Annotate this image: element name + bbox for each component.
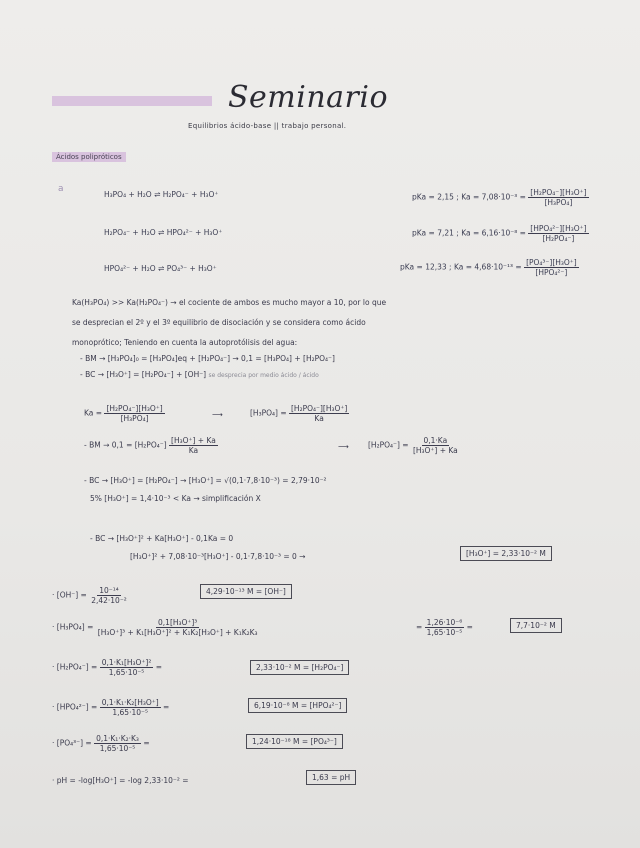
equilibrium-2 <box>104 228 222 237</box>
po4-calc: · [PO₄³⁻] = $\frac{\text{0,1·K₁·K₂·K₃}}{\text{1,65·10⁻⁵}}$ = <box>52 734 150 753</box>
equilibrium-ratio: $\frac{\text{[H₂PO₄⁻][H₃O⁺]}}{\text{[H₃PO₄]}}$ <box>530 188 587 207</box>
equilibrium-1 <box>104 190 218 199</box>
page-subtitle: Equilibrios ácido-base || trabajo personal. <box>188 122 347 130</box>
title-highlight <box>52 96 212 106</box>
bc-substitution: - BC → [H₃O⁺] = [H₂PO₄⁻] → [H₃O⁺] = √(0,1·7,8·10⁻³) = 2,79·10⁻² <box>84 476 327 485</box>
charge-balance-note: se desprecia por medio ácido / ácido <box>208 372 319 379</box>
page-title: Seminario <box>228 80 389 115</box>
item-marker: a <box>58 184 64 194</box>
charge-balance <box>80 370 319 379</box>
h3po4-result-box: 7,7·10⁻² M <box>510 618 562 633</box>
oh-result-box: 4,29·10⁻¹³ M = [OH⁻] <box>200 584 292 599</box>
mass-balance: - BM → [H₃PO₄]₀ = [H₃PO₄]eq + [H₂PO₄⁻] → 0,1 = [H₃PO₄] + [H₂PO₄⁻] <box>80 354 335 363</box>
h3o-result-box: [H₃O⁺] = 2,33·10⁻² M <box>460 546 552 561</box>
explanation-line-3: monoprótico; Teniendo en cuenta la autoprotólisis del agua: <box>72 338 298 347</box>
equilibrium-3 <box>104 264 217 273</box>
ph-calc: · pH = -log[H₃O⁺] = -log 2,33·10⁻² = <box>52 776 189 785</box>
quadratic-2: [H₃O⁺]² + 7,08·10⁻³[H₃O⁺] - 0,1·7,8·10⁻³ = 0 → <box>130 552 306 561</box>
h3po4-intermediate: = $\frac{\text{1,26·10⁻⁶}}{\text{1,65·10⁻⁵}}$ = <box>416 618 473 637</box>
arrow-1: ⟶ <box>212 410 223 419</box>
bm-substitution: - BM → 0,1 = [H₂PO₄⁻] $\frac{\text{[H₃O⁺] + Ka}}{Ka}$ <box>84 436 216 455</box>
explanation-line-1: Ka(H₃PO₄) >> Ka(H₂PO₄⁻) → el cociente de ambos es mucho mayor a 10, por lo que <box>72 298 387 307</box>
equilibrium-1-constants: pKa = 2,15 ; Ka = 7,08·10⁻³ = $\frac{\text{[H₂PO₄⁻][H₃O⁺]}}{\text{[H₃PO₄]}}$ <box>412 188 587 207</box>
equilibrium-ratio: $\frac{\text{[PO₄³⁻][H₃O⁺]}}{\text{[HPO₄²⁻]}}$ <box>526 258 577 277</box>
arrow-2: ⟶ <box>338 442 349 451</box>
ka-expression: Ka = $\frac{\text{[H₂PO₄⁻][H₃O⁺]}}{\text{[H₃PO₄]}}$ <box>84 404 163 423</box>
equilibrium-k: pKa = 7,21 ; Ka = 6,16·10⁻⁸ <box>412 228 518 238</box>
po4-result-box: 1,24·10⁻¹⁸ M = [PO₄³⁻] <box>246 734 343 749</box>
section-heading: Ácidos polipróticos <box>52 152 126 162</box>
h2po4-result-box: 2,33·10⁻² M = [H₂PO₄⁻] <box>250 660 349 675</box>
equilibrium-k: pKa = 2,15 ; Ka = 7,08·10⁻³ <box>412 192 518 202</box>
h3po4-calc: · [H₃PO₄] = $\frac{\text{0,1[H₃O⁺]³}}{\text{[H₃O⁺]³ + K₁[H₃O⁺]² + K₁K₂[H₃O⁺] + K₁K₂K₃}}$ <box>52 618 258 637</box>
equilibrium-equation: HPO₄²⁻ + H₂O ⇌ PO₄³⁻ + H₃O⁺ <box>104 264 217 273</box>
charge-balance-text: - BC → [H₃O⁺] = [H₂PO₄⁻] + [OH⁻] <box>80 370 207 379</box>
equilibrium-2-constants: pKa = 7,21 ; Ka = 6,16·10⁻⁸ = $\frac{\text{[HPO₄²⁻][H₃O⁺]}}{\text{[H₂PO₄⁻]}}$ <box>412 224 587 243</box>
h2po4-result: [H₂PO₄⁻] = $\frac{0,1\cdot Ka}{\text{[H₃O⁺] + Ka}}$ <box>368 436 458 455</box>
equilibrium-3-constants: pKa = 12,33 ; Ka = 4,68·10⁻¹³ = $\frac{\text{[PO₄³⁻][H₃O⁺]}}{\text{[HPO₄²⁻]}}$ <box>400 258 577 277</box>
simplification-check: 5% [H₃O⁺] = 1,4·10⁻³ < Ka → simplificación X <box>90 494 261 503</box>
explanation-line-2: se desprecian el 2º y el 3º equilibrio de disociación y se considera como ácido <box>72 318 366 327</box>
equilibrium-equation: H₃PO₄ + H₂O ⇌ H₂PO₄⁻ + H₃O⁺ <box>104 190 219 199</box>
equilibrium-equation: H₂PO₄⁻ + H₂O ⇌ HPO₄²⁻ + H₃O⁺ <box>104 228 223 237</box>
h2po4-calc: · [H₂PO₄⁻] = $\frac{\text{0,1·K₁[H₃O⁺]²}}{\text{1,65·10⁻⁵}}$ = <box>52 658 162 677</box>
quadratic-1: - BC → [H₃O⁺]² + Ka[H₃O⁺] - 0,1Ka = 0 <box>90 534 234 543</box>
oh-calc: · [OH⁻] = $\frac{\text{10⁻¹⁴}}{\text{2,42·10⁻²}}$ <box>52 586 127 605</box>
equilibrium-ratio: $\frac{\text{[HPO₄²⁻][H₃O⁺]}}{\text{[H₂PO₄⁻]}}$ <box>530 224 587 243</box>
ph-result-box: 1,63 = pH <box>306 770 356 785</box>
hpo4-calc: · [HPO₄²⁻] = $\frac{\text{0,1·K₁·K₂[H₃O⁺]}}{\text{1,65·10⁻⁵}}$ = <box>52 698 170 717</box>
h3po4-expression: [H₃PO₄] = $\frac{\text{[H₂PO₄⁻][H₃O⁺]}}{Ka}$ <box>250 404 348 423</box>
hpo4-result-box: 6,19·10⁻⁸ M = [HPO₄²⁻] <box>248 698 347 713</box>
equilibrium-k: pKa = 12,33 ; Ka = 4,68·10⁻¹³ <box>400 262 513 272</box>
